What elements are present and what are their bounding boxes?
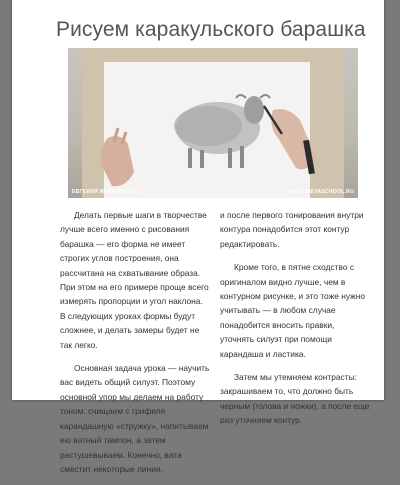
photo-caption-site: KALACHEVASCHOOL.RU [287, 189, 354, 195]
sheep-drawing-illustration [68, 48, 358, 198]
paragraph: и после первого тонирования внутри контура понадобится этот контур редактировать. [220, 210, 364, 249]
left-text-column [60, 208, 210, 485]
page-title: Рисуем каракульского барашка [56, 18, 366, 41]
paragraph: Делать первые шаги в творчестве лучше всего именно с рисования барашка — его форма не имеет строгих углов построения, она рассчитана на схватывание образа. При этом на его примере проще всего измерять пропорции и угол наклона. В следующих уроках формы будут сложнее, и делать замеры будет не так легко. [60, 210, 209, 350]
document-page [12, 0, 384, 474]
paragraph: Затем мы утемняем контрасты: закрашиваем то, что должно быть черным (голова и ножки), а после еще раз уточняем контур. [220, 372, 370, 426]
photo-caption-author: ЕВГЕНИЯ МЕЛЬНИКОВА [72, 189, 139, 195]
paragraph: Основная задача урока — научить вас видеть общий силуэт. Поэтому основной упор мы делаем на работу тоном: счищаем с грифеля карандашную «стружку», напитываем ею ватный тампон, а затем растушевываем. Конечно, вата сместит некоторые линии, [60, 363, 210, 474]
paragraph: Кроме того, в пятне сходство с оригиналом видно лучше, чем в контурном рисунке, и это тоже нужно учитывать — в любом случае понадобится вносить правки, уточнять силуэт при помощи карандаша и ластика. [220, 262, 366, 359]
lesson-photo [68, 48, 358, 198]
right-text-column [220, 208, 370, 437]
